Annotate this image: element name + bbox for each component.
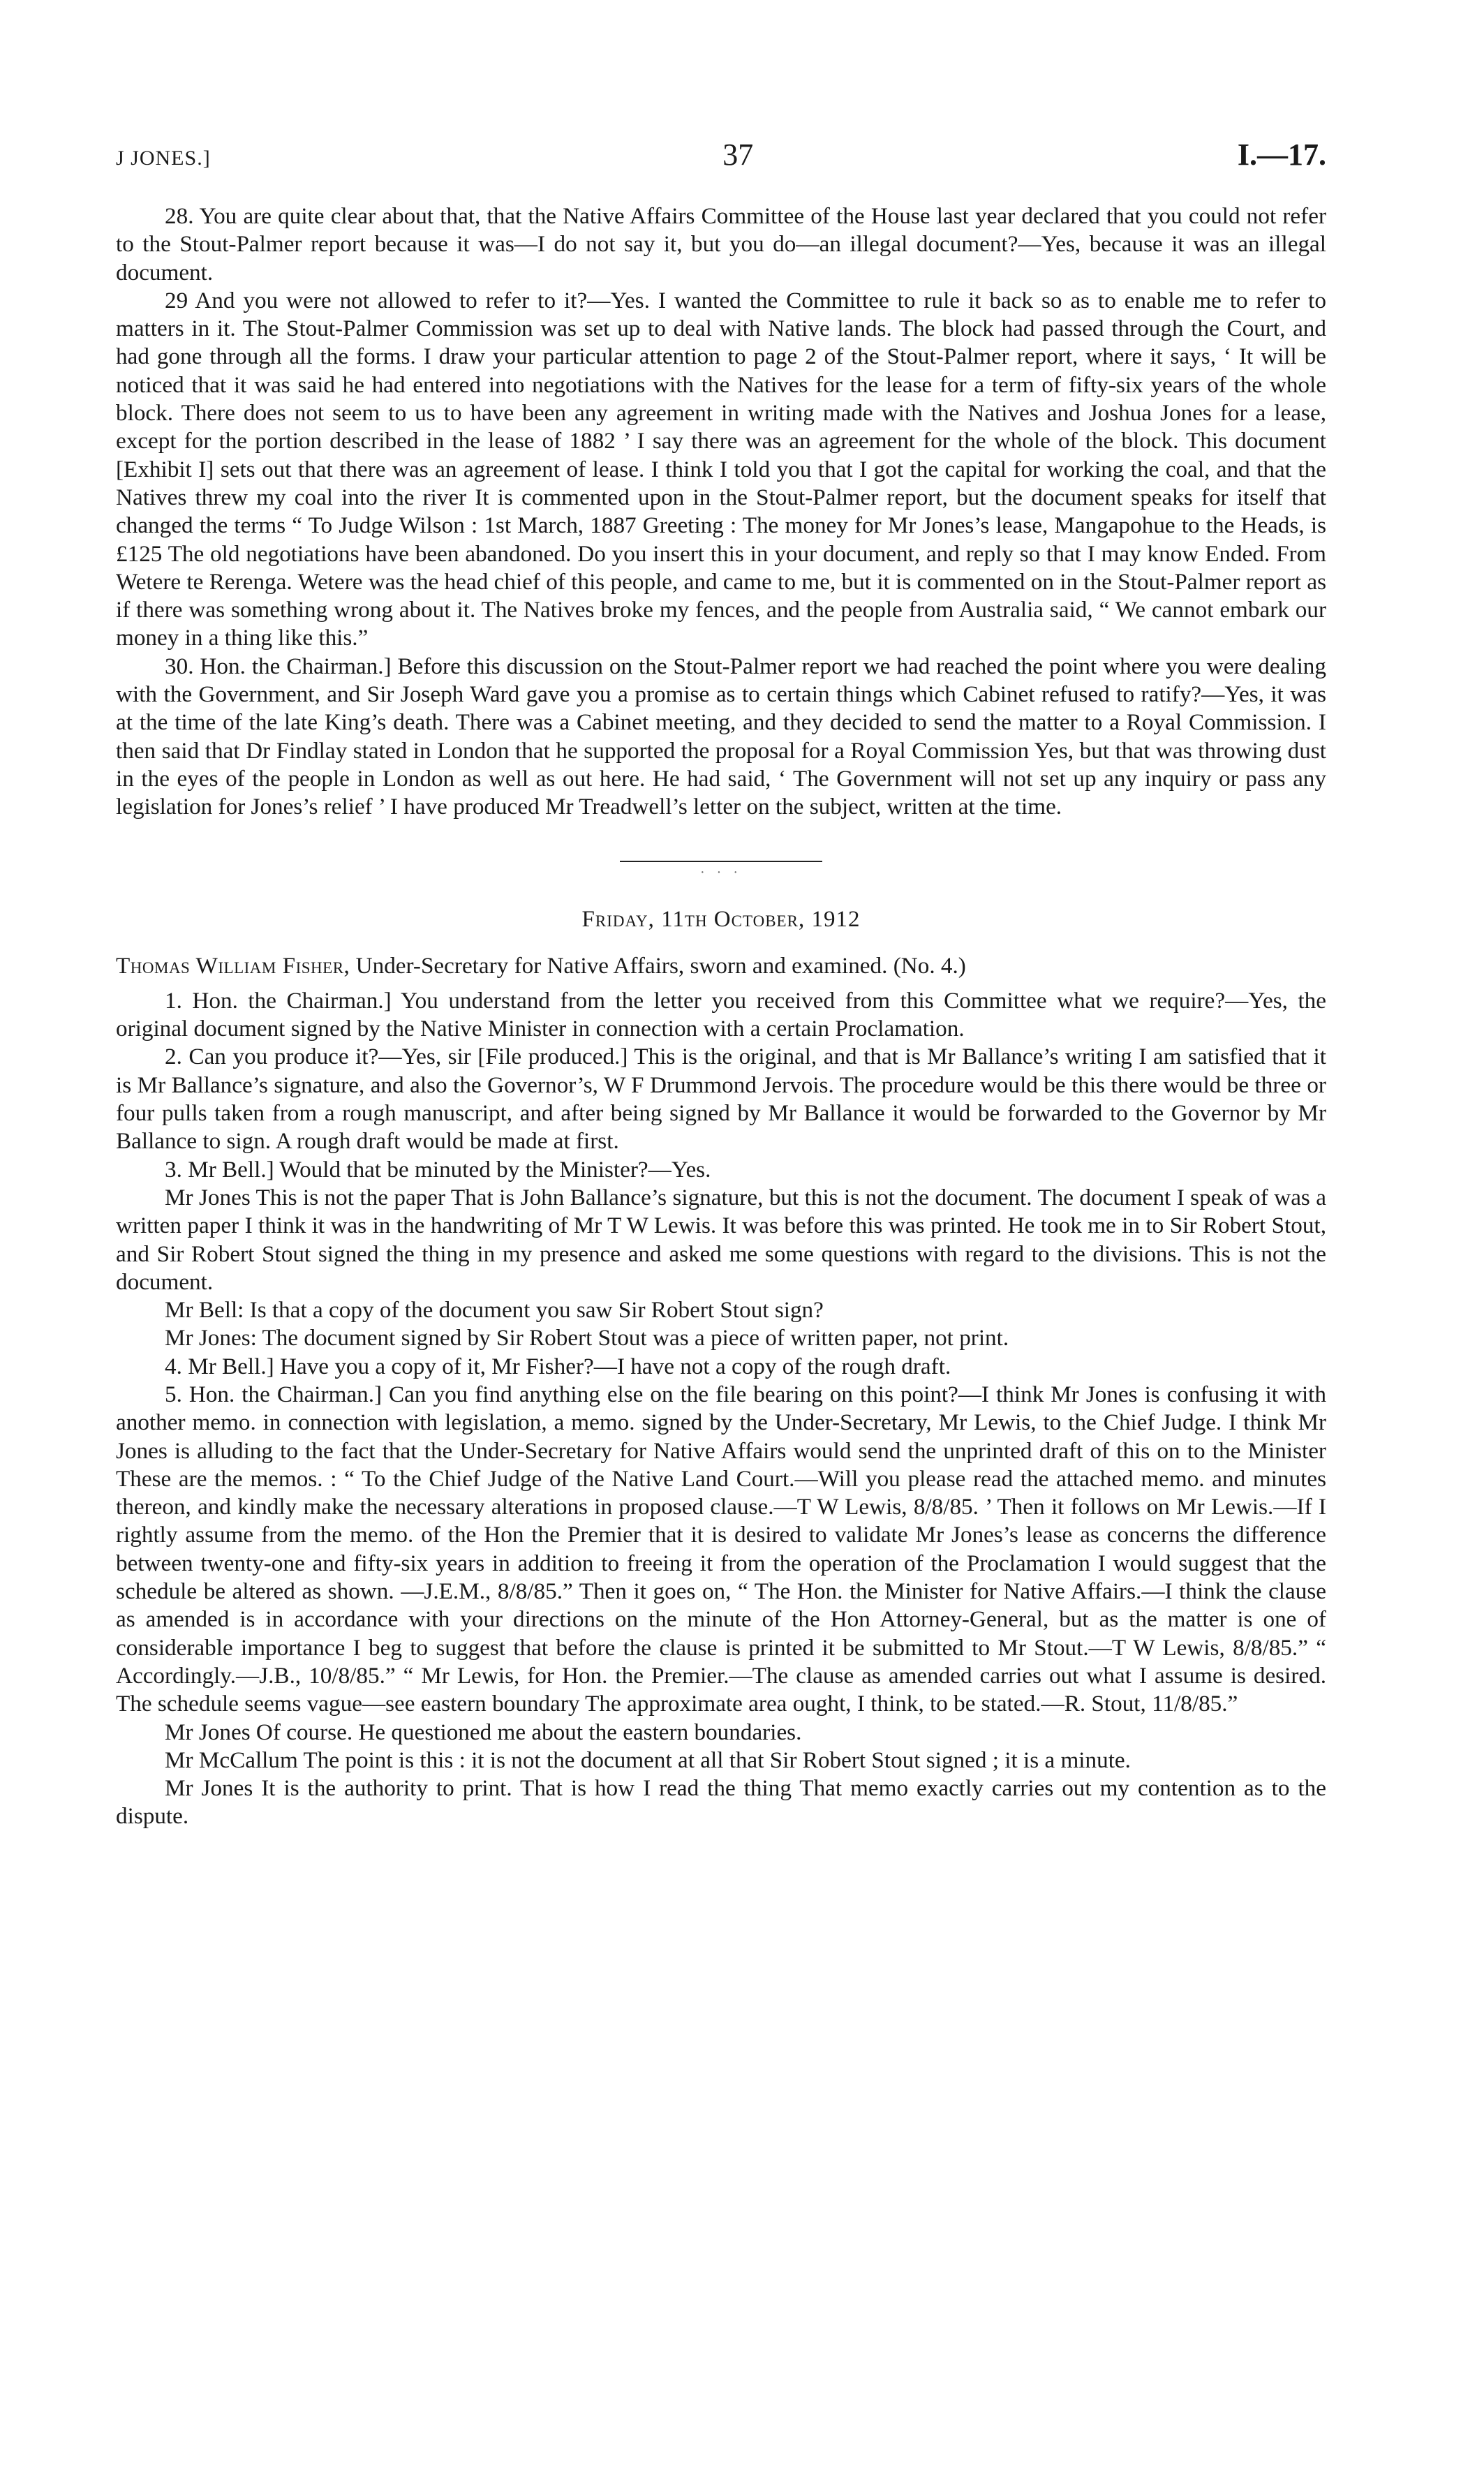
section-jones-testimony [116, 202, 1326, 822]
question-1: 1. Hon. the Chairman.] You understand from the letter you received from this Committee what we require?—Yes, the original document signed by the Native Minister in connection with a certain Proclamation. [116, 987, 1326, 1042]
question-2: 2. Can you produce it?—Yes, sir [File produced.] This is the original, and that is Mr Ballance’s writing I am satisfied that it is Mr Ballance’s signature, and also the Governor’s, W F Drummond Jervois. The procedure would be this there would be three or four pulls taken from a rough manuscript, and after being signed by Mr Ballance it would be forwarded to the Governor by Mr Ballance to sign. A rough draft would be made at first. [116, 1044, 1326, 1155]
paragraph-29: 29 And you were not allowed to refer to it?—Yes. I wanted the Committee to rule it back so as to enable me to refer to matters in it. The Stout-Palmer Commission was set up to deal with Native lands. The block had passed through the Court, and had gone through all the forms. I draw your particular attention to page 2 of the Stout-Palmer report, where it says, ‘ It will be noticed that it was said he had entered into negotiations with the Natives for the lease for a term of fifty-six years of the whole block. There does not seem to us to have been any agreement in writing made with the Natives and Joshua Jones for a lease, except for the portion described in the lease of 1882 ’ I say there was an agreement for the whole of the block. This document [Exhibit I] sets out that there was an agreement of lease. I think I told you that I got the capital for working the coal, and that the Natives threw my coal into the river It is commented upon in the Stout-Palmer report, but the document speaks for itself that changed the terms “ To Judge Wilson : 1st March, 1887 Greeting : The money for Mr Jones’s lease, Mangapohue to the Heads, is £125 The old negotiations have been abandoned. Do you insert this in your document, and reply so that I may know Ended. From Wetere te Rerenga. Wetere was the head chief of this people, and came to me, but it is commented on in the Stout-Palmer report as if there was something wrong about it. The Natives broke my fences, and the people from Australia said, “ We cannot embark our money in a thing like this.” [116, 287, 1326, 651]
page-header [116, 137, 1326, 186]
paragraph-30: 30. Hon. the Chairman.] Before this discussion on the Stout-Palmer report we had reached the point where you were dealing with the Government, and Sir Joseph Ward gave you a promise as to certain things which Cabinet refused to ratify?—Yes, it was at the time of the late King’s death. There was a Cabinet meeting, and they decided to send the matter to a Royal Commission. I then said that Dr Findlay stated in London that he supported the proposal for a Royal Commission Yes, but that was throwing dust in the eyes of the people in London as well as out here. He had said, ‘ The Government will not set up any inquiry or pass any legislation for Jones’s relief ’ I have produced Mr Treadwell’s letter on the subject, written at the time. [116, 653, 1326, 820]
remark-jones-2: Mr Jones: The document signed by Sir Robert Stout was a piece of written paper, not print. [165, 1325, 1009, 1351]
remark-mccallum: Mr McCallum The point is this : it is not the document at all that Sir Robert Stout signed ; it is a minute. [165, 1747, 1131, 1773]
document-reference: I.—17. [1237, 138, 1326, 172]
divider-dots: · · · [700, 864, 742, 880]
question-4: 4. Mr Bell.] Have you a copy of it, Mr Fisher?—I have not a copy of the rough draft. [165, 1353, 951, 1379]
remark-bell: Mr Bell: Is that a copy of the document you saw Sir Robert Stout sign? [165, 1297, 824, 1324]
remark-jones-1: Mr Jones This is not the paper That is John Ballance’s signature, but this is not the document. The document I speak of was a written paper I think it was in the handwriting of Mr T W Lewis. It was before this was printed. He took me in to Sir Robert Stout, and Sir Robert Stout signed the thing in my presence and asked me some questions with regard to the divisions. This is not the document. [116, 1184, 1326, 1295]
page-number: 37 [722, 138, 754, 172]
document-page [116, 137, 1326, 1831]
header-witness: J JONES.] [116, 147, 211, 170]
paragraph-28: 28. You are quite clear about that, that the Native Affairs Committee of the House last year declared that you could not refer to the Stout-Palmer report because it was—I do not say it, but you do—an illegal document?—Yes, because it was an illegal document. [116, 203, 1326, 286]
remark-jones-3: Mr Jones Of course. He questioned me about the eastern boundaries. [165, 1719, 802, 1745]
witness-description: Under-Secretary for Native Affairs, sworn and examined. (No. 4.) [355, 952, 966, 979]
witness-name: Thomas William Fisher, [116, 952, 350, 979]
question-3: 3. Mr Bell.] Would that be minuted by the Minister?—Yes. [165, 1156, 711, 1183]
date-heading: Friday, 11th October, 1912 [581, 906, 861, 932]
section-divider [620, 861, 822, 862]
remark-jones-4: Mr Jones It is the authority to print. That is how I read the thing That memo exactly carries out my contention as to the dispute. [116, 1775, 1326, 1830]
section-fisher-testimony [116, 987, 1326, 1831]
witness-line [116, 952, 1326, 980]
question-5: 5. Hon. the Chairman.] Can you find anything else on the file bearing on this point?—I think Mr Jones is confusing it with another memo. in connection with legislation, a memo. signed by the Under-Secretary, Mr Lewis, to the Chief Judge. I think Mr Jones is alluding to the fact that the Under-Secretary for Native Affairs would send the unprinted draft of this on to the Minister These are the memos. : “ To the Chief Judge of the Native Land Court.—Will you please read the attached memo. and minutes thereon, and kindly make the necessary alterations in proposed clause.—T W Lewis, 8/8/85. ’ Then it follows on Mr Lewis.—If I rightly assume from the memo. of the Hon the Premier that it is desired to validate Mr Jones’s lease as concerns the difference between twenty-one and fifty-six years in addition to freeing it from the operation of the Proclamation I would suggest that the schedule be altered as shown. —J.E.M., 8/8/85.” Then it goes on, “ The Hon. the Minister for Native Affairs.—I think the clause as amended is in accordance with your directions on the minute of the Hon Attorney-General, but as the matter is one of considerable importance I beg to suggest that before the clause is printed it be submitted to Mr Stout.—T W Lewis, 8/8/85.” “ Accordingly.—J.B., 10/8/85.” “ Mr Lewis, for Hon. the Premier.—The clause as amended carries out what I assume is desired. The schedule seems vague—see eastern boundary The approximate area ought, I think, to be stated.—R. Stout, 11/8/85.” [116, 1381, 1326, 1717]
